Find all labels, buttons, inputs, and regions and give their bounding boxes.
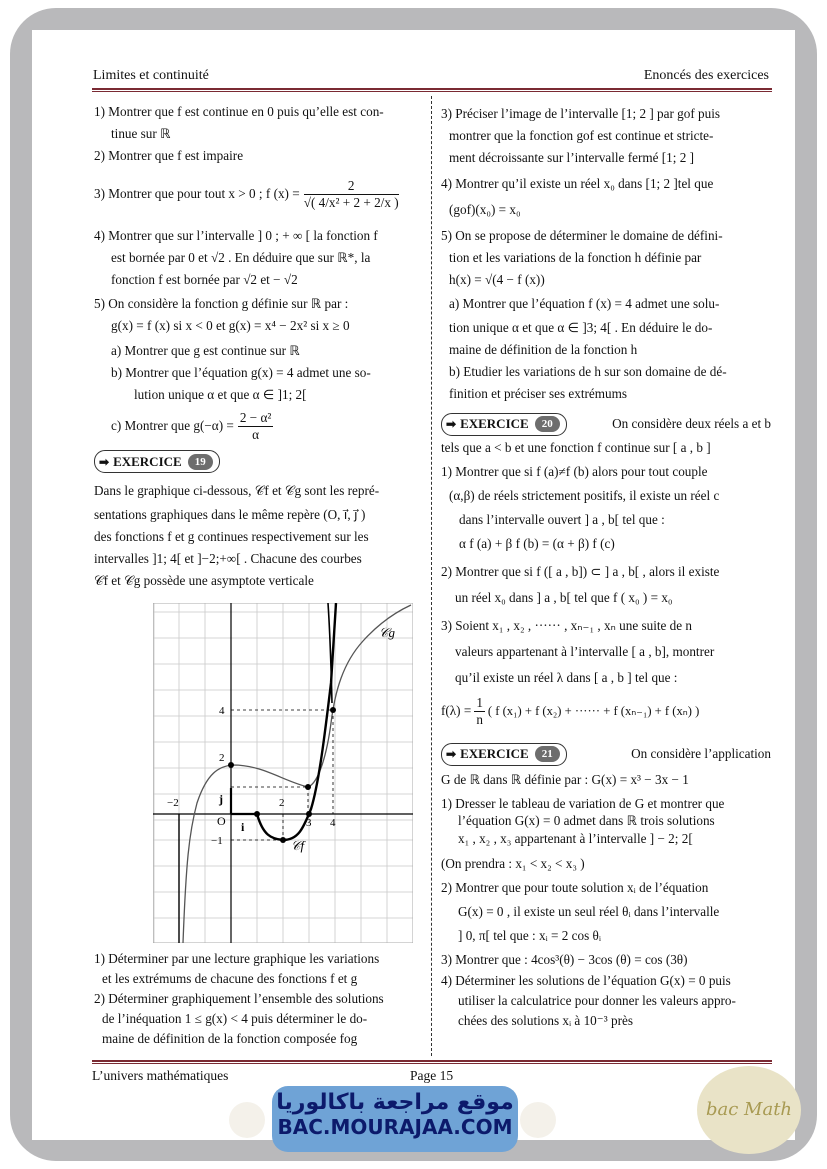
function-graph — [153, 603, 413, 943]
fraction-denominator: √( 4/x² + 2 + 2/x ) — [303, 194, 399, 210]
label-i: i — [241, 820, 245, 834]
r-question-5a-cont: tion unique α et que α ∈ ]3; 4[ . En déduire le do- — [449, 320, 713, 335]
tick-x-neg2: −2 — [167, 797, 179, 809]
fraction-denominator: n — [476, 711, 483, 727]
exercise-20-q1-cont: (α,β) de réels strictement positifs, il existe un réel c — [449, 488, 720, 503]
graph-question-1: 1) Déterminer par une lecture graphique les variations — [94, 951, 380, 966]
exercise-21-text-1: G de ℝ dans ℝ définie par : G(x) = x³ − 3x − 1 — [441, 772, 689, 787]
exercise-21-intro: On considère l’application — [631, 746, 771, 761]
footer-rule — [92, 1060, 772, 1062]
question-2: 2) Montrer que f est impaire — [94, 148, 244, 163]
question-5b: b) Montrer que l’équation g(x) = 4 admet une so- — [111, 365, 371, 380]
graph-question-2-cont: de l’inéquation 1 ≤ g(x) < 4 puis déterminer le do- — [102, 1011, 368, 1026]
tick-x-3: 3 — [306, 817, 312, 829]
exercise-20-q1-eq: α f (a) + β f (b) = (α + β) f (c) — [459, 536, 615, 551]
r-question-3: 3) Préciser l’image de l’intervalle [1; 2 ] par gof puis — [441, 106, 721, 121]
r-question-5a-cont2: maine de définition de la fonction h — [449, 342, 638, 357]
fraction-numerator: 2 − α² — [239, 409, 272, 425]
r-question-4-eq: (gof)(x₀) = x₀ — [449, 202, 521, 217]
exercise-20-text-1: tels que a < b et une fonction f continue sur [ a , b ] — [441, 440, 711, 455]
r-question-5: 5) On se propose de déterminer le domaine de défini- — [441, 228, 723, 243]
exercise-19-badge — [94, 450, 220, 473]
bac-math-logo: bac Math — [697, 1066, 801, 1154]
r-question-5a: a) Montrer que l’équation f (x) = 4 admet une solu- — [449, 296, 720, 311]
arrow-right-icon: ➡ — [446, 417, 457, 431]
label-j: j — [219, 792, 223, 806]
question-1-cont: tinue sur ℝ — [111, 126, 171, 141]
left-column — [94, 101, 424, 592]
exercise-20-fraction — [474, 695, 485, 728]
banner-arabic: موقع مراجعة باكالوريا — [276, 1090, 514, 1115]
exercise-21-q2-cont2: ] 0, π[ tel que : xᵢ = 2 cos θᵢ — [458, 928, 602, 943]
header-rule — [92, 88, 772, 90]
exercise-21-note: (On prendra : x₁ < x₂ < x₃ ) — [441, 856, 585, 871]
question-5-definition: g(x) = f (x) si x < 0 et g(x) = x⁴ − 2x² si x ≥ 0 — [111, 318, 350, 333]
curve-cg-left — [183, 765, 308, 943]
header-title: Limites et continuité — [93, 68, 209, 83]
question-5: 5) On considère la fonction g définie sur ℝ par : — [94, 296, 349, 311]
label-origin: O — [217, 814, 226, 828]
footer-left: L’univers mathématiques — [92, 1068, 229, 1083]
r-question-5-cont: tion et les variations de la fonction h définie par — [449, 250, 702, 265]
exercise-number: 19 — [188, 454, 213, 470]
book-logo-icon — [520, 1102, 556, 1138]
banner-site[interactable]: BAC.MOURAJAA.COM — [277, 1115, 513, 1139]
r-question-3-cont: montrer que la fonction gof est continue et stricte- — [449, 128, 714, 143]
tick-x-2: 2 — [279, 797, 285, 809]
question-5a: a) Montrer que g est continue sur ℝ — [111, 343, 300, 358]
exercise-21-q1-cont2: x₁ , x₂ , x₃ appartenant à l’intervalle ] − 2; 2[ — [458, 831, 693, 846]
question-5c: c) Montrer que g(−α) = — [111, 418, 234, 433]
curve-cf — [257, 603, 336, 840]
exercise-20-eq-left: f(λ) = — [441, 703, 472, 718]
exercise-21-badge — [441, 743, 567, 766]
question-5c-fraction — [238, 410, 274, 443]
graph-question-1-cont: et les extrémums de chacune des fonctions f et g — [102, 971, 358, 986]
exercise-20-q1: 1) Montrer que si f (a)≠f (b) alors pour tout couple — [441, 464, 708, 479]
tick-x-4: 4 — [330, 817, 336, 829]
fraction-numerator: 2 — [304, 178, 399, 195]
exercise-20-intro: On considère deux réels a et b — [612, 416, 771, 431]
exercise-20-badge — [441, 413, 567, 436]
exercise-20-q3-cont2: qu’il existe un réel λ dans [ a , b ] tel que : — [455, 670, 678, 685]
r-question-5-def: h(x) = √(4 − f (x)) — [449, 272, 545, 287]
right-column — [441, 103, 771, 1031]
exercise-label: EXERCICE — [460, 416, 529, 431]
question-3: 3) Montrer que pour tout x > 0 ; f (x) = — [94, 186, 300, 201]
exercise-21-q1-cont: l’équation G(x) = 0 admet dans ℝ trois solutions — [458, 813, 715, 828]
exercise-20-q3-cont: valeurs appartenant à l’intervalle [ a , b], montrer — [455, 644, 715, 659]
fraction-numerator: 1 — [476, 694, 483, 710]
tick-y-neg1: −1 — [211, 835, 223, 847]
tick-y-2: 2 — [219, 752, 225, 764]
page-number: Page 15 — [410, 1068, 454, 1083]
exercise-20-q3: 3) Soient x₁ , x₂ , ······ , xₙ₋₁ , xₙ une suite de n — [441, 618, 693, 633]
question-1: 1) Montrer que f est continue en 0 puis qu’elle est con- — [94, 104, 384, 119]
exercise-20-eq-right: ( f (x₁) + f (x₂) + ······ + f (xₙ₋₁) + f (xₙ) ) — [487, 704, 700, 718]
graph-grid — [153, 603, 413, 943]
site-banner[interactable] — [272, 1086, 518, 1152]
tick-y-4: 4 — [219, 705, 225, 717]
exercise-20-q1-cont2: dans l’intervalle ouvert ] a , b[ tel que : — [459, 512, 665, 527]
exercise-21-q4: 4) Déterminer les solutions de l’équation G(x) = 0 puis — [441, 973, 731, 988]
exercise-label: EXERCICE — [460, 746, 529, 761]
r-question-3-cont2: ment décroissante sur l’intervalle fermé [1; 2 ] — [449, 150, 694, 165]
graph-question-2-cont2: maine de définition de la fonction composée fog — [102, 1031, 358, 1046]
book-logo-icon — [229, 1102, 265, 1138]
exercise-number: 21 — [535, 746, 560, 762]
exercise-21-q4-cont2: chées des solutions xᵢ à 10⁻³ près — [458, 1013, 633, 1028]
label-cf: 𝒞f — [291, 838, 305, 853]
arrow-right-icon: ➡ — [446, 747, 457, 761]
question-4: 4) Montrer que sur l’intervalle ] 0 ; + ∞ [ la fonction f — [94, 228, 378, 243]
r-question-5b-cont: finition et préciser ses extrémums — [449, 386, 627, 401]
exercise-number: 20 — [535, 416, 560, 432]
header-rule-thin — [92, 91, 772, 92]
exercise-21-q2: 2) Montrer que pour toute solution xᵢ de l’équation — [441, 880, 709, 895]
left-questions — [94, 949, 424, 1049]
question-4-line3: fonction f est bornée par √2 et − √2 — [111, 272, 298, 287]
fraction-denominator: α — [252, 426, 260, 442]
question-3-fraction — [304, 178, 399, 211]
header-section: Enoncés des exercices — [643, 68, 769, 83]
graph-question-2: 2) Déterminer graphiquement l’ensemble des solutions — [94, 991, 384, 1006]
exercise-21-q2-cont: G(x) = 0 , il existe un seul réel θᵢ dans l’intervalle — [458, 904, 720, 919]
exercise-21-q3: 3) Montrer que : 4cos³(θ) − 3cos (θ) = cos (3θ) — [441, 952, 688, 967]
exercise-label: EXERCICE — [113, 453, 182, 469]
exercise-19-text-1: Dans le graphique ci-dessous, 𝒞f et 𝒞g sont les repré- — [94, 483, 380, 498]
exercise-21-q4-cont: utiliser la calculatrice pour donner les valeurs appro- — [458, 993, 736, 1008]
exercise-19-text-3: des fonctions f et g continues respectivement sur les — [94, 529, 369, 544]
label-cg: 𝒞g — [379, 625, 395, 640]
question-4-line2: est bornée par 0 et √2 . En déduire que sur ℝ*, la — [111, 250, 371, 265]
exercise-21-q1: 1) Dresser le tableau de variation de G et montrer que — [441, 796, 725, 811]
exercise-19-text-5: 𝒞f et 𝒞g possède une asymptote verticale — [94, 573, 314, 588]
exercise-20-q2-cont: un réel x₀ dans ] a , b[ tel que f ( x₀ ) = x₀ — [455, 590, 673, 605]
exercise-20-q2: 2) Montrer que si f ([ a , b]) ⊂ ] a , b[ , alors il existe — [441, 564, 720, 579]
footer-rule-thin — [92, 1063, 772, 1064]
r-question-4: 4) Montrer qu’il existe un réel x₀ dans [1; 2 ]tel que — [441, 176, 714, 191]
column-separator — [431, 96, 432, 1056]
question-5b-cont: lution unique α et que α ∈ ]1; 2[ — [134, 387, 307, 402]
exercise-19-text-4: intervalles ]1; 4[ et ]−2;+∞[ . Chacune des courbes — [94, 551, 362, 566]
arrow-right-icon: ➡ — [99, 454, 110, 469]
exercise-19-text-2: sentations graphiques dans le même repère (O, i⃗, j⃗ ) — [94, 507, 366, 522]
curve-cg-right — [308, 605, 411, 787]
r-question-5b: b) Etudier les variations de h sur son domaine de dé- — [449, 364, 727, 379]
